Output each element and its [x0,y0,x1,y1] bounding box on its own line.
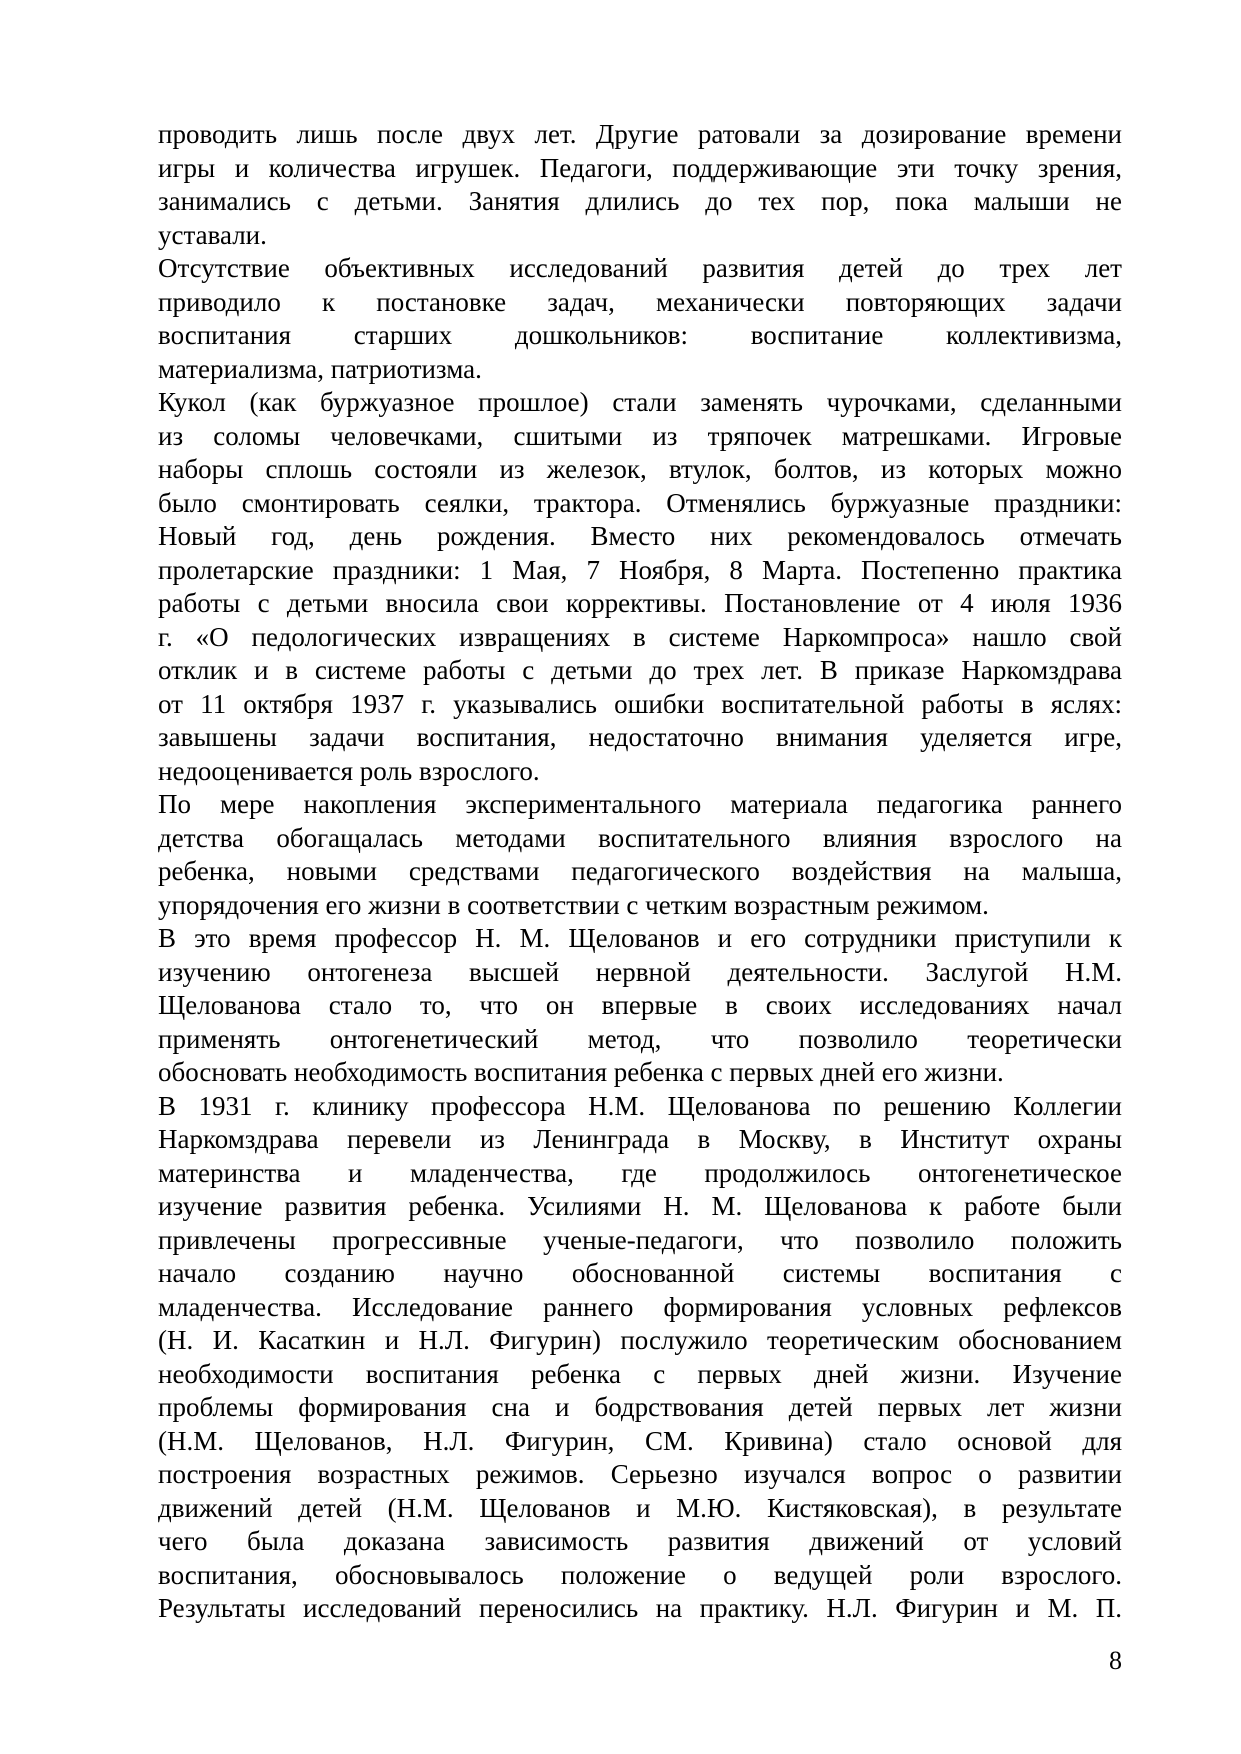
text-line: отклик и в системе работы с детьми до трех лет. В приказе Наркомздрава [158,655,1122,685]
text-line: из соломы человечками, сшитыми из тряпочек матрешками. Игровые [158,420,1122,451]
text-line: материализма, патриотизма. [158,353,482,384]
text-line: Результаты исследований переносились на практику. Н.Л. Фигурин и М. П. [158,1593,1122,1623]
text-line: В это время профессор Н. М. Щелованов и его сотрудники приступили к [158,923,1122,953]
page-number: 8 [1109,1646,1122,1675]
text-line: чего была доказана зависимость развития движений от условий [158,1526,1122,1556]
text-line: (Н. И. Касаткин и Н.Л. Фигурин) послужило теоретическим обоснованием [158,1325,1122,1355]
text-line: детства обогащалась методами воспитательного влияния взрослого на [158,822,1122,853]
text-line: от 11 октября 1937 г. указывались ошибки воспитательной работы в яслях: [158,688,1122,719]
text-line: изучению онтогенеза высшей нервной деятельности. Заслугой Н.М. [158,956,1122,987]
text-line: материнства и младенчества, где продолжилось онтогенетическое [158,1157,1122,1188]
text-line: Отсутствие объективных исследований развития детей до трех лет [158,253,1122,283]
text-block [158,118,1122,1626]
text-line: пролетарские праздники: 1 Мая, 7 Ноября, 8 Марта. Постепенно практика [158,554,1122,585]
paragraph-6 [158,1090,1122,1626]
text-line: Наркомздрава перевели из Ленинграда в Москву, в Институт охраны [158,1124,1122,1154]
text-line: было смонтировать сеялки, трактора. Отменялись буржуазные праздники: [158,487,1122,518]
text-line: изучение развития ребенка. Усилиями Н. М. Щелованова к работе были [158,1191,1122,1221]
text-line: воспитания, обосновывалось положение о ведущей роли взрослого. [158,1559,1122,1590]
text-line: недооценивается роль взрослого. [158,755,540,786]
text-line: приводило к постановке задач, механически повторяющих задачи [158,286,1122,317]
paragraph-3 [158,386,1122,788]
text-line: завышены задачи воспитания, недостаточно внимания уделяется игре, [158,722,1122,752]
text-line: В 1931 г. клинику профессора Н.М. Щелованова по решению Коллегии [158,1090,1122,1121]
text-line: По мере накопления экспериментального материала педагогика раннего [158,789,1122,819]
text-line: Кукол (как буржуазное прошлое) стали заменять чурочками, сделанными [158,387,1122,417]
paragraph-1 [158,118,1122,252]
paragraph-2 [158,252,1122,386]
text-line: движений детей (Н.М. Щелованов и М.Ю. Кистяковская), в результате [158,1492,1122,1523]
text-line: начало созданию научно обоснованной системы воспитания с [158,1258,1122,1288]
text-line: ребенка, новыми средствами педагогического воздействия на малыша, [158,856,1122,886]
text-line: привлечены прогрессивные ученые-педагоги, что позволило положить [158,1224,1122,1255]
text-line: (Н.М. Щелованов, Н.Л. Фигурин, СМ. Кривина) стало основой для [158,1425,1122,1456]
text-line: уставали. [158,219,267,250]
text-line: занимались с детьми. Занятия длились до тех пор, пока малыши не [158,186,1122,216]
text-line: упорядочения его жизни в соответствии с четким возрастным режимом. [158,889,989,920]
text-line: Щелованова стало то, что он впервые в своих исследованиях начал [158,990,1122,1020]
text-line: Новый год, день рождения. Вместо них рекомендовалось отмечать [158,521,1122,551]
text-line: г. «О педологических извращениях в системе Наркомпроса» нашло свой [158,621,1122,652]
text-line: обосновать необходимость воспитания ребенка с первых дней его жизни. [158,1057,1004,1087]
paragraph-5 [158,922,1122,1090]
text-line: построения возрастных режимов. Серьезно изучался вопрос о развитии [158,1459,1122,1489]
text-line: проблемы формирования сна и бодрствования детей первых лет жизни [158,1392,1122,1422]
text-line: необходимости воспитания ребенка с первых дней жизни. Изучение [158,1358,1122,1389]
text-line: младенчества. Исследование раннего формирования условных рефлексов [158,1291,1122,1322]
paragraph-4 [158,788,1122,922]
text-line: работы с детьми вносила свои коррективы. Постановление от 4 июля 1936 [158,588,1122,618]
text-line: игры и количества игрушек. Педагоги, поддерживающие эти точку зрения, [158,152,1122,183]
text-line: наборы сплошь состояли из железок, втулок, болтов, из которых можно [158,454,1122,484]
text-line: проводить лишь после двух лет. Другие ратовали за дозирование времени [158,119,1122,149]
text-line: воспитания старших дошкольников: воспитание коллективизма, [158,320,1122,350]
text-line: применять онтогенетический метод, что позволило теоретически [158,1023,1122,1054]
